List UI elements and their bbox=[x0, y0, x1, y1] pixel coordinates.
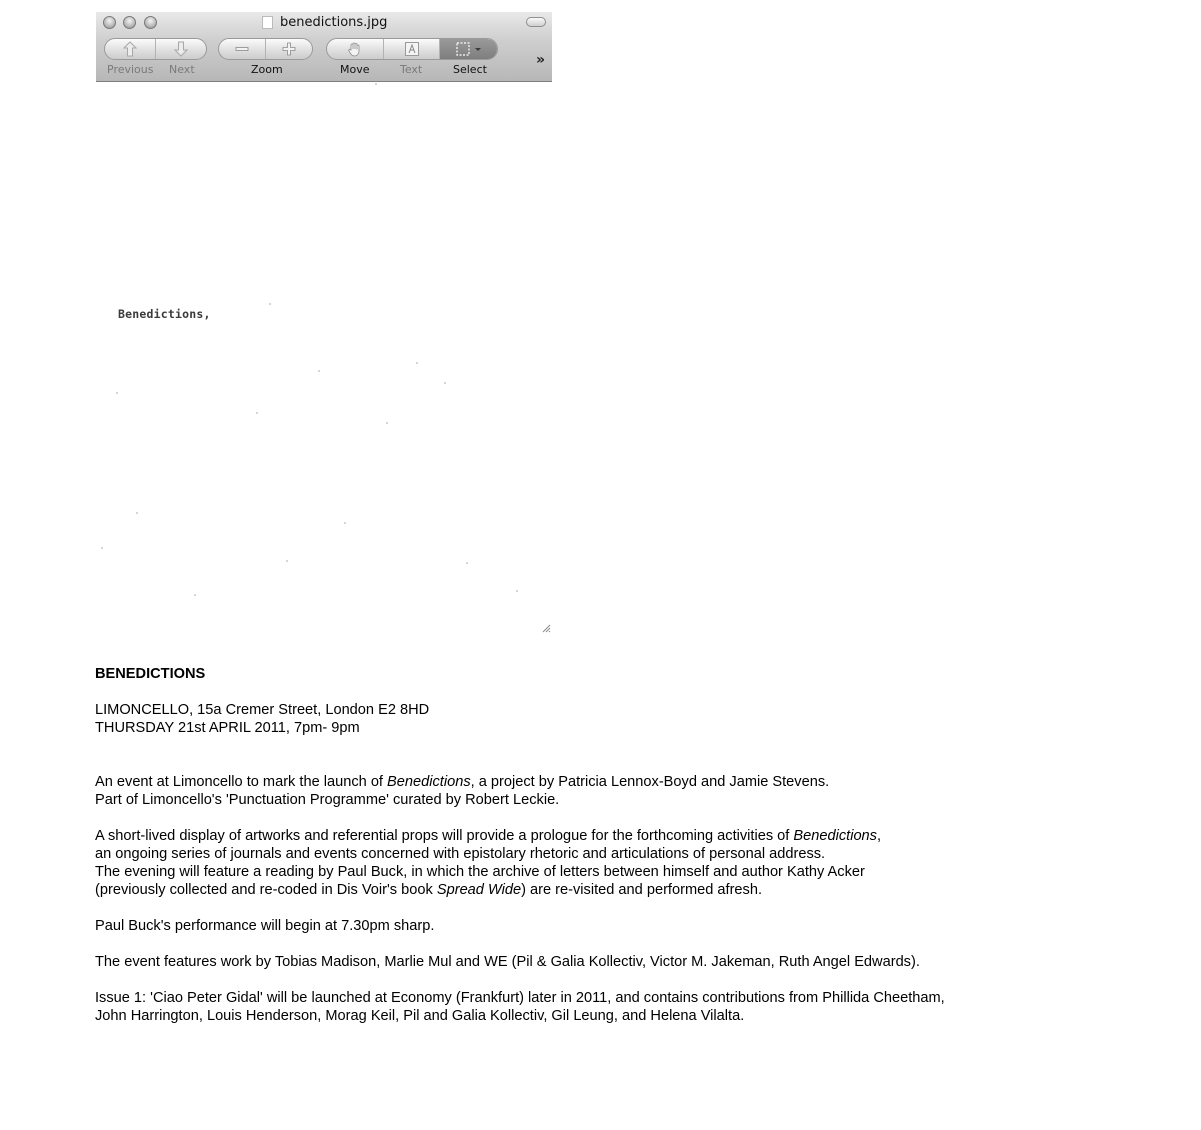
toolbar-overflow-button[interactable]: » bbox=[536, 52, 546, 68]
typed-image-text: Benedictions, bbox=[118, 307, 211, 321]
paper-speck bbox=[256, 412, 258, 414]
previous-button[interactable] bbox=[105, 39, 156, 59]
down-arrow-icon bbox=[174, 41, 188, 57]
toolbar-toggle-button[interactable] bbox=[526, 17, 546, 27]
navigation-segment bbox=[104, 38, 207, 60]
window-title: benedictions.jpg bbox=[280, 15, 388, 30]
previous-label: Previous bbox=[107, 63, 154, 76]
resize-grip-icon[interactable] bbox=[541, 623, 551, 633]
select-tool-button[interactable] bbox=[440, 39, 497, 59]
paper-speck bbox=[466, 562, 468, 564]
issue-line-2: John Harrington, Louis Henderson, Morag Keil, Pil and Galia Kollectiv, Gil Leung, and Helena Vilalta. bbox=[95, 1008, 745, 1024]
image-canvas bbox=[96, 82, 552, 634]
next-button[interactable] bbox=[156, 39, 206, 59]
move-label: Move bbox=[340, 63, 370, 76]
paper-speck bbox=[318, 370, 320, 372]
description-text: , bbox=[876, 828, 882, 844]
paper-speck bbox=[344, 522, 346, 524]
zoom-icon[interactable] bbox=[144, 16, 157, 29]
up-arrow-icon bbox=[123, 41, 137, 57]
intro-text: , a project by Patricia Lennox-Boyd and Jamie Stevens. bbox=[470, 774, 830, 790]
description-line-3: The evening will feature a reading by Paul Buck, in which the archive of letters between himself and author Kathy Acker bbox=[95, 864, 865, 880]
zoom-label: Zoom bbox=[251, 63, 283, 76]
window-toolbar bbox=[96, 12, 552, 82]
description-text: (previously collected and re-coded in Dis Voir's book bbox=[95, 882, 437, 898]
hand-icon bbox=[347, 41, 363, 57]
paper-speck bbox=[386, 422, 388, 424]
marquee-icon bbox=[454, 42, 484, 56]
performance-time: Paul Buck's performance will begin at 7.30pm sharp. bbox=[95, 918, 435, 934]
next-label: Next bbox=[169, 63, 195, 76]
issue-line-1: Issue 1: 'Ciao Peter Gidal' will be launched at Economy (Frankfurt) later in 2011, and contains contributions from Phillida Cheetham, bbox=[95, 990, 945, 1006]
paper-speck bbox=[444, 382, 446, 384]
close-icon[interactable] bbox=[103, 16, 116, 29]
paper-speck bbox=[286, 560, 288, 562]
event-venue: LIMONCELLO, 15a Cremer Street, London E2 8HD bbox=[95, 702, 430, 718]
project-title: Benedictions bbox=[387, 774, 471, 790]
paper-speck bbox=[269, 303, 271, 305]
plus-icon bbox=[282, 42, 296, 56]
paper-speck bbox=[516, 590, 518, 592]
book-title: Spread Wide bbox=[436, 882, 522, 898]
event-date: THURSDAY 21st APRIL 2011, 7pm- 9pm bbox=[95, 720, 360, 736]
text-label: Text bbox=[400, 63, 423, 76]
event-heading: BENEDICTIONS bbox=[95, 666, 206, 682]
description-line-2: an ongoing series of journals and events concerned with epistolary rhetoric and articulations of personal address. bbox=[95, 846, 826, 862]
tool-segment bbox=[326, 38, 498, 60]
paper-speck bbox=[101, 547, 103, 549]
zoom-in-button[interactable] bbox=[266, 39, 312, 59]
zoom-segment bbox=[218, 38, 313, 60]
intro-line-1 bbox=[95, 773, 829, 791]
move-tool-button[interactable] bbox=[327, 39, 384, 59]
document-icon bbox=[262, 16, 273, 29]
intro-line-2: Part of Limoncello's 'Punctuation Programme' curated by Robert Leckie. bbox=[95, 792, 560, 808]
description-text: ) are re-visited and performed afresh. bbox=[521, 882, 763, 898]
paper-speck bbox=[116, 392, 118, 394]
paper-speck bbox=[194, 594, 196, 596]
text-tool-button[interactable] bbox=[384, 39, 440, 59]
description-line-1 bbox=[95, 827, 881, 845]
paper-speck bbox=[136, 512, 138, 514]
paper-speck bbox=[416, 362, 418, 364]
text-tool-icon bbox=[405, 42, 419, 56]
intro-text: An event at Limoncello to mark the launch of bbox=[95, 774, 388, 790]
description-line-4 bbox=[95, 881, 762, 899]
minimize-icon[interactable] bbox=[123, 16, 136, 29]
paper-speck bbox=[375, 83, 377, 85]
featured-artists: The event features work by Tobias Madison, Marlie Mul and WE (Pil & Galia Kollectiv, Victor M. Jakeman, Ruth Angel Edwards). bbox=[95, 954, 920, 970]
zoom-out-button[interactable] bbox=[219, 39, 266, 59]
minus-icon bbox=[235, 42, 249, 56]
description-text: A short-lived display of artworks and referential props will provide a prologue for the forthcoming activities of bbox=[95, 828, 794, 844]
preview-window bbox=[96, 12, 552, 634]
project-title: Benedictions bbox=[793, 828, 877, 844]
select-label: Select bbox=[453, 63, 487, 76]
